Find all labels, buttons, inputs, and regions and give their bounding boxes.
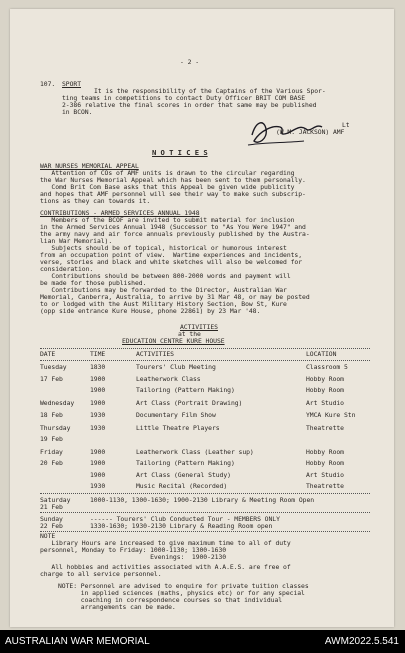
paragraph-line: in the Armed Services Annual 1948 (Successor to "As You Were 1947" and	[40, 223, 306, 231]
notices-title: N O T I C E S	[152, 148, 208, 157]
table-cell-date: 19 Feb	[40, 435, 63, 443]
notes-line: arrangements can be made.	[58, 603, 176, 611]
table-cell-time: 1930	[90, 423, 106, 432]
table-cell-activity: Tailoring (Pattern Making)	[136, 459, 235, 467]
paragraph-line: to or lodged with the Aust Military History Section, Bow St, Kure	[40, 300, 287, 308]
paragraph-line: the army navy and air force annuals previously published by the Austra-	[40, 230, 310, 238]
table-cell-activity: Tourers' Club Meeting	[136, 363, 216, 371]
sunday-activity: ------ Tourers' Club Conducted Tour - MEMBERS ONLY	[90, 515, 280, 523]
paragraph-line: the War Nurses Memorial Appeal which has been sent to them personally.	[40, 176, 306, 184]
section-heading: CONTRIBUTIONS - ARMED SERVICES ANNUAL 1948	[40, 209, 200, 217]
table-rule	[40, 531, 370, 532]
table-cell-location: Art Studio	[306, 470, 344, 479]
table-cell-location: Hobby Room	[306, 447, 344, 456]
table-header-date: DATE	[40, 350, 56, 358]
paragraph-line: Memorial, Canberra, Australia, to arrive by 31 Mar 48, or may be posted	[40, 293, 310, 301]
paragraph-line: Contributions should be between 800-2000 words and payment will	[40, 272, 291, 280]
table-cell-time: 1900	[90, 447, 106, 456]
archive-footer	[0, 630, 405, 653]
table-rule	[40, 348, 370, 349]
table-cell-location: Hobby Room	[306, 459, 344, 467]
table-cell-activity: Music Recital (Recorded)	[136, 482, 228, 490]
table-cell-location: YMCA Kure Stn	[306, 411, 356, 419]
table-cell-date: Thursday	[40, 423, 71, 432]
table-header-time: TIME	[90, 350, 106, 358]
table-header-activities: ACTIVITIES	[136, 350, 174, 358]
item-line: ting teams in competitions to contact Duty Officer BRIT COM BASE	[62, 94, 306, 102]
table-cell-location: Hobby Room	[306, 386, 344, 394]
footer-institution: AUSTRALIAN WAR MEMORIAL	[5, 636, 150, 647]
table-cell-date: 17 Feb	[40, 374, 63, 383]
table-cell-activity: Tailoring (Pattern Making)	[136, 386, 235, 394]
item-line: 2-386 relative the final scores in order that same may be published	[62, 101, 317, 109]
table-cell-time: 1930	[90, 411, 106, 419]
notes-line: in applied sciences (maths, physics etc) or for any special	[58, 589, 305, 597]
table-rule	[40, 360, 370, 361]
table-cell-activity: Leatherwork Class	[136, 374, 201, 383]
table-cell-date: 20 Feb	[40, 459, 63, 467]
paragraph-line: Comd Brit Com Base asks that this Appeal be given wide publicity	[40, 183, 295, 191]
table-cell-location: Theatrette	[306, 423, 344, 432]
note-label: NOTE	[40, 532, 56, 540]
item-line: It is the responsibility of the Captains of the Various Spor-	[94, 87, 326, 95]
activities-title: ACTIVITIES	[180, 323, 218, 331]
table-cell-location: Art Studio	[306, 398, 344, 407]
activities-at: at the	[178, 330, 201, 338]
paragraph-line: Subjects should be of topical, historical or humorous interest	[40, 244, 287, 252]
section-heading: WAR NURSES MEMORIAL APPEAL	[40, 162, 139, 170]
page-number: - 2 -	[180, 58, 199, 66]
activities-venue: EDUCATION CENTRE KURE HOUSE	[122, 337, 225, 345]
table-cell-location: Hobby Room	[306, 374, 344, 383]
table-cell-date: Friday	[40, 447, 63, 456]
paragraph-line: tions as they can towards it.	[40, 197, 151, 205]
note-line: All hobbies and activities associated with A.A.E.S. are free of	[40, 563, 291, 571]
paragraph-line: be made for those published.	[40, 279, 147, 287]
signature-rank: Lt	[342, 121, 350, 129]
paragraph-line: verse, stories and black and white sketches will also be welcomed for	[40, 258, 303, 266]
note-line: charge to all service personnel.	[40, 570, 162, 578]
table-cell-time: 1900	[90, 386, 106, 394]
item-number: 107.	[40, 80, 56, 88]
paragraph-line: consideration.	[40, 265, 94, 273]
paragraph-line: Members of the BCOF are invited to submit material for inclusion	[40, 216, 295, 224]
note-line: Library Hours are increased to give maximum time to all of duty	[40, 539, 291, 547]
footer-accession-number: AWM2022.5.541	[324, 636, 399, 647]
table-cell-date: Wednesday	[40, 398, 75, 407]
saturday-date: 21 Feb	[40, 503, 63, 511]
table-cell-time: 1900	[90, 470, 106, 479]
table-rule	[40, 493, 370, 494]
paragraph-line: and hopes that AMF personnel will see their way to make such subscrip-	[40, 190, 306, 198]
table-cell-activity: Little Theatre Players	[136, 423, 220, 432]
table-cell-time: 1930	[90, 482, 106, 490]
notes-line: coaching in correspondence courses so that individual	[58, 596, 283, 604]
paragraph-line: lian War Memorial).	[40, 237, 113, 245]
table-cell-activity: Art Class (General Study)	[136, 470, 231, 479]
paragraph-line: (opp side entrance Kure House, phone 22861) by 23 Mar '48.	[40, 307, 261, 315]
item-heading: SPORT	[62, 80, 81, 88]
paragraph-line: Contributions may be forwarded to the Director, Australian War	[40, 286, 287, 294]
item-line: in BCON.	[62, 108, 93, 116]
saturday-hours: 1000-1130, 1300-1630; 1900-2130 Library & Meeting Room Open	[90, 496, 315, 504]
table-cell-activity: Art Class (Portrait Drawing)	[136, 398, 243, 407]
table-cell-date: Tuesday	[40, 363, 67, 371]
table-cell-time: 1900	[90, 459, 106, 467]
notes-line: NOTE: Personnel are advised to enquire for private tuition classes	[58, 582, 309, 590]
note-line: personnel, Monday to Friday: 1000-1130; 1300-1630	[40, 546, 227, 554]
paragraph-line: Attention of COs of AMF units is drawn to the circular regarding	[40, 169, 295, 177]
paragraph-line: from an occupation point of view. Wartime experiences and incidents,	[40, 251, 303, 259]
table-rule	[40, 512, 370, 513]
table-header-location: LOCATION	[306, 350, 337, 358]
table-cell-location: Classroom 5	[306, 363, 348, 371]
signature-name: (W.M. JACKSON) AMF	[276, 128, 345, 136]
document-page	[10, 9, 394, 627]
sunday-hours: 1330-1630; 1930-2130 Library & Reading Room open	[90, 522, 273, 530]
table-cell-time: 1900	[90, 398, 106, 407]
note-line: Evenings: 1900-2130	[40, 553, 227, 561]
table-cell-activity: Documentary Film Show	[136, 411, 216, 419]
table-cell-location: Theatrette	[306, 482, 344, 490]
table-cell-time: 1900	[90, 374, 106, 383]
table-cell-activity: Leatherwork Class (Leather sup)	[136, 447, 254, 456]
table-cell-time: 1830	[90, 363, 106, 371]
table-cell-date: 18 Feb	[40, 411, 63, 419]
sunday-date: 22 Feb	[40, 522, 63, 530]
saturday-label: Saturday	[40, 496, 71, 504]
sunday-label: Sunday	[40, 515, 63, 523]
